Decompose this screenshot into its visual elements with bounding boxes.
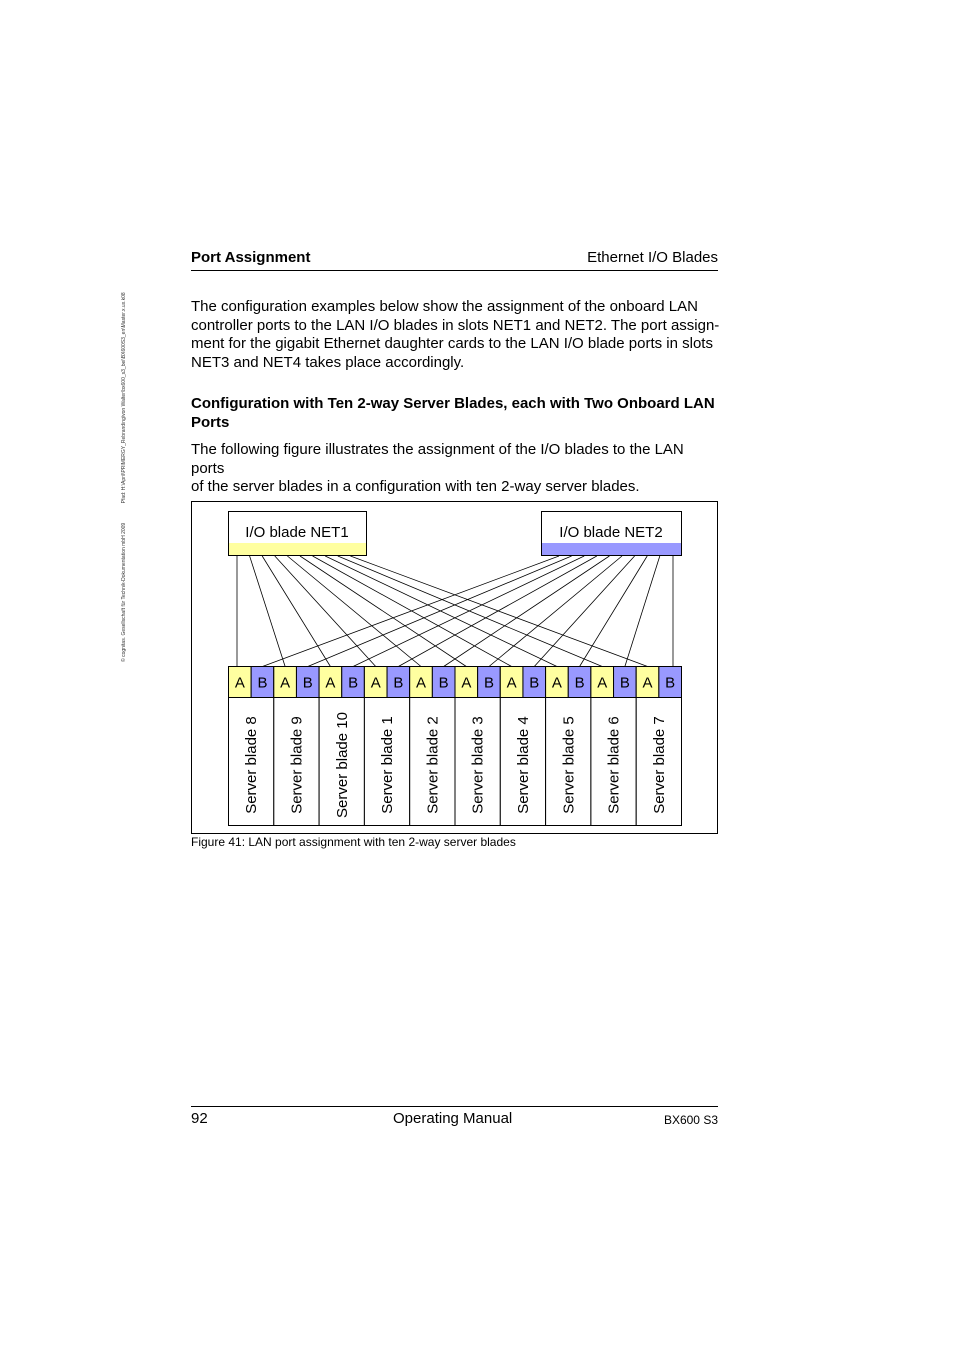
connection-lines (237, 556, 673, 667)
file-path-note: Pfad: H:\April\PRIMERGY_Rebranding\von Walter\bx600_s3_bei\BX600S3_en\Master.x.ux.k08 (121, 292, 127, 504)
net1-color-bar (229, 543, 366, 555)
server-blade-label: Server blade 10 (333, 712, 351, 818)
server-blade (319, 667, 364, 826)
section-line: The following figure illustrates the assignment of the I/O blades to the LAN ports (191, 441, 684, 477)
port-b-label: B (302, 674, 313, 692)
connection-line (625, 556, 660, 667)
page-number: 92 (191, 1110, 208, 1127)
port-a-label: A (234, 674, 245, 692)
connection-line (350, 556, 647, 667)
server-blade (546, 667, 591, 826)
port-b-label: B (529, 674, 540, 692)
header-section-title: Port Assignment (191, 249, 311, 266)
footer-model: BX600 S3 (663, 1113, 718, 1127)
port-a-label: A (551, 674, 562, 692)
footer-rule (191, 1106, 718, 1107)
connection-line (398, 556, 596, 667)
server-blade (591, 667, 636, 826)
port-b-label: B (393, 674, 404, 692)
server-blade-label: Server blade 8 (243, 716, 261, 814)
server-blade (455, 667, 500, 826)
server-blade (364, 667, 409, 826)
heading-line: Configuration with Ten 2-way Server Blades, each with Two Onboard LAN (191, 395, 715, 412)
connection-line (580, 556, 648, 667)
intro-line: ment for the gigabit Ethernet daughter cards to the LAN I/O blade ports in slots (191, 335, 713, 352)
server-blade-label: Server blade 1 (379, 716, 397, 814)
server-blade-label: Server blade 2 (424, 716, 442, 814)
server-blades (229, 667, 682, 826)
connection-line (313, 556, 512, 667)
server-blade-label: Server blade 3 (469, 716, 487, 814)
port-a-label: A (506, 674, 517, 692)
port-b-label: B (438, 674, 449, 692)
server-blade (229, 667, 274, 826)
port-b-label: B (574, 674, 585, 692)
server-blade-label: Server blade 6 (605, 716, 623, 814)
port-b-label: B (619, 674, 630, 692)
server-blade (636, 667, 681, 826)
port-a-label: A (461, 674, 472, 692)
server-blade (500, 667, 545, 826)
connection-line (308, 556, 572, 667)
connection-line (262, 556, 330, 667)
net1-label: I/O blade NET1 (245, 524, 349, 541)
section-line: of the server blades in a configuration with ten 2-way server blades. (191, 478, 640, 495)
port-a-label: A (370, 674, 381, 692)
port-b-label: B (348, 674, 359, 692)
server-blade (410, 667, 455, 826)
figure-caption: Figure 41: LAN port assignment with ten 2-way server blades (191, 835, 516, 849)
server-blade-label: Server blade 9 (288, 716, 306, 814)
intro-line: NET3 and NET4 takes place accordingly. (191, 353, 465, 371)
footer-manual-title: Operating Manual (393, 1110, 513, 1127)
intro-line: controller ports to the LAN I/O blades in slots NET1 and NET2. The port assign- (191, 316, 720, 334)
copyright-note: © cognitas. Gesellschaft für Technik-Dokumentation mbH 2009 (121, 522, 127, 662)
net2-label: I/O blade NET2 (559, 524, 663, 541)
port-a-label: A (642, 674, 653, 692)
connection-line (250, 556, 286, 667)
port-a-label: A (416, 674, 427, 692)
server-blade (274, 667, 319, 826)
server-blade-label: Server blade 7 (650, 716, 668, 814)
server-blade-label: Server blade 5 (560, 716, 578, 814)
port-b-label: B (257, 674, 268, 692)
net2-color-bar (542, 543, 681, 555)
port-a-label: A (597, 674, 608, 692)
heading-line: Ports (191, 414, 230, 431)
port-b-label: B (665, 674, 676, 692)
header-chapter-title: Ethernet I/O Blades (587, 249, 718, 266)
intro-line: The configuration examples below show the assignment of the onboard LAN (191, 298, 698, 315)
connection-line (338, 556, 602, 667)
server-blade-label: Server blade 4 (514, 716, 532, 814)
port-a-label: A (280, 674, 291, 692)
port-b-label: B (483, 674, 494, 692)
port-a-label: A (325, 674, 336, 692)
